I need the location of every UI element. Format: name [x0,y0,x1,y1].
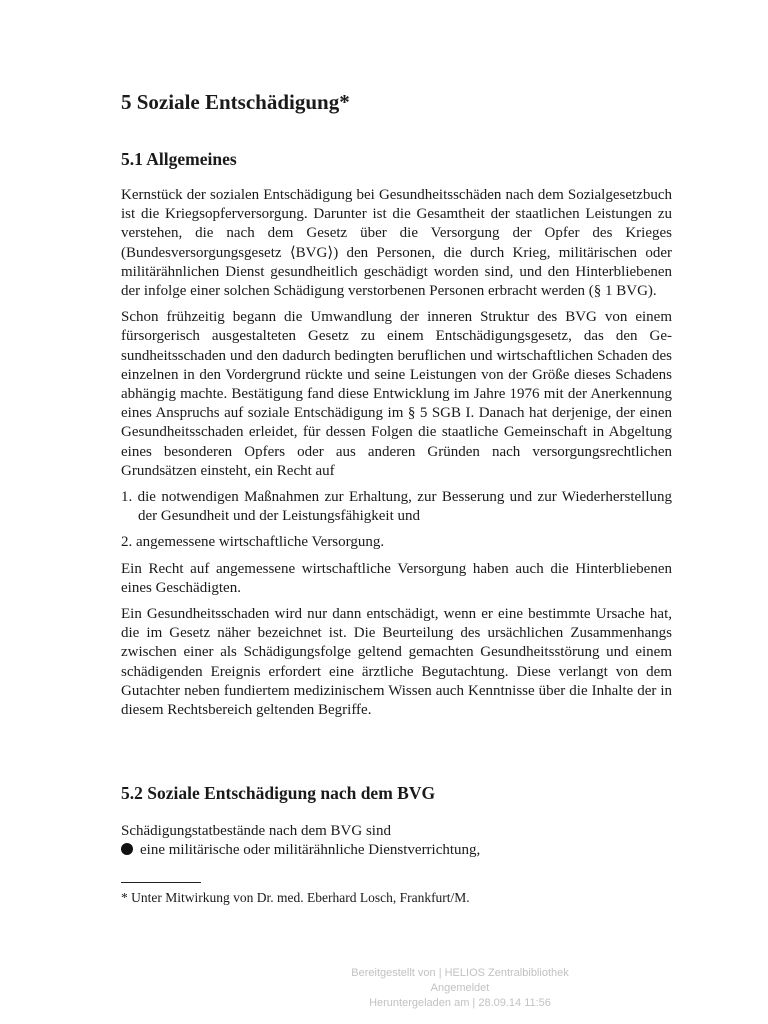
bullet-text: eine militärische oder militärähnliche Dienstverrichtung, [140,842,481,859]
section-body-bvg [121,822,672,860]
footnote-divider [121,882,201,883]
watermark-line: Bereitgestellt von | HELIOS Zentralbibliothek [351,967,569,979]
watermark-line: Angemeldet [430,982,490,994]
bullet-item [121,841,672,860]
section-heading-allgemeines: 5.1 Allgemeines [121,149,237,169]
list-item: 2. angemessene wirtschaftliche Versorgung. [121,534,385,551]
paragraph: Schädigungstatbestände nach dem BVG sind [121,823,391,839]
chapter-title: 5 Soziale Entschädigung* [121,90,350,114]
list-item: 1. die notwendigen Maßnahmen zur Erhaltung, zur Besserung und zur Wiederherstellung der Gesundheit und der Leistungsfähigkeit und [121,489,672,525]
footnote: * Unter Mitwirkung von Dr. med. Eberhard Losch, Frankfurt/M. [121,890,470,905]
section-heading-bvg: 5.2 Soziale Entschädigung nach dem BVG [121,783,436,803]
paragraph: Schon frühzeitig begann die Umwandlung der inneren Struktur des BVG von einem fürsorgerisch ausgestalteten Gesetz zu einem Entschädigungsgesetz, das den Gesundheitsschaden und den dadurch bedingten beruflichen und wirtschaftlichen Schaden des einzelnen in den Vordergrund rückte und seine Leistungen von der Größe dieses Schadens abhängig machte. Bestätigung fand diese Entwicklung im Jahre 1976 mit der Anerkennung eines Anspruchs auf soziale Entschädigung im § 5 SGB I. Danach hat derjenige, der einen Gesundheitsschaden erleidet, für dessen Folgen die staatliche Gemeinschaft in Abgeltung eines besonderen Opfers oder aus anderen Gründen nach versorgungsrechtlichen Grundsätzen einsteht, ein Recht auf [121,309,672,479]
bullet-icon [121,843,133,855]
section-body-allgemeines [121,186,672,727]
watermark-line: Heruntergeladen am | 28.09.14 11:56 [369,997,551,1009]
paragraph: Ein Recht auf angemessene wirtschaftliche Versorgung haben auch die Hinterbliebenen eines Geschädigten. [121,560,672,596]
paragraph: Kernstück der sozialen Entschädigung bei Gesundheitsschäden nach dem Sozialgesetzbuch ist die Kriegsopferversorgung. Darunter ist die Gesamtheit der staatlichen Leistungen zu verstehen, die nach dem Gesetz über die Versorgung der Opfer des Krieges (Bundesversorgungsgesetz ⟨BVG⟩) den Personen, die durch Krieg, militärischen oder militärähnlichen Dienst gesundheitlich geschädigt worden sind, und den Hinterbliebenen der infolge einer solchen Schädigung verstorbenen Personen erbracht werden (§ 1 BVG). [121,187,672,300]
download-watermark [330,966,590,1011]
paragraph: Ein Gesundheitsschaden wird nur dann entschädigt, wenn er eine bestimmte Ursache hat, die im Gesetz näher bezeichnet ist. Die Beurteilung des ursächlichen Zusammenhangs zwischen einer als Schädigungsfolge geltend gemachten Gesundheitsstörung und einem schädigenden Ereignis erfordert eine ärztliche Begutachtung. Diese verlangt von dem Gutachter neben fundiertem medizinischem Wissen auch Kenntnisse über die Inhalte der in diesem Rechtsbereich geltenden Begriffe. [121,606,672,719]
